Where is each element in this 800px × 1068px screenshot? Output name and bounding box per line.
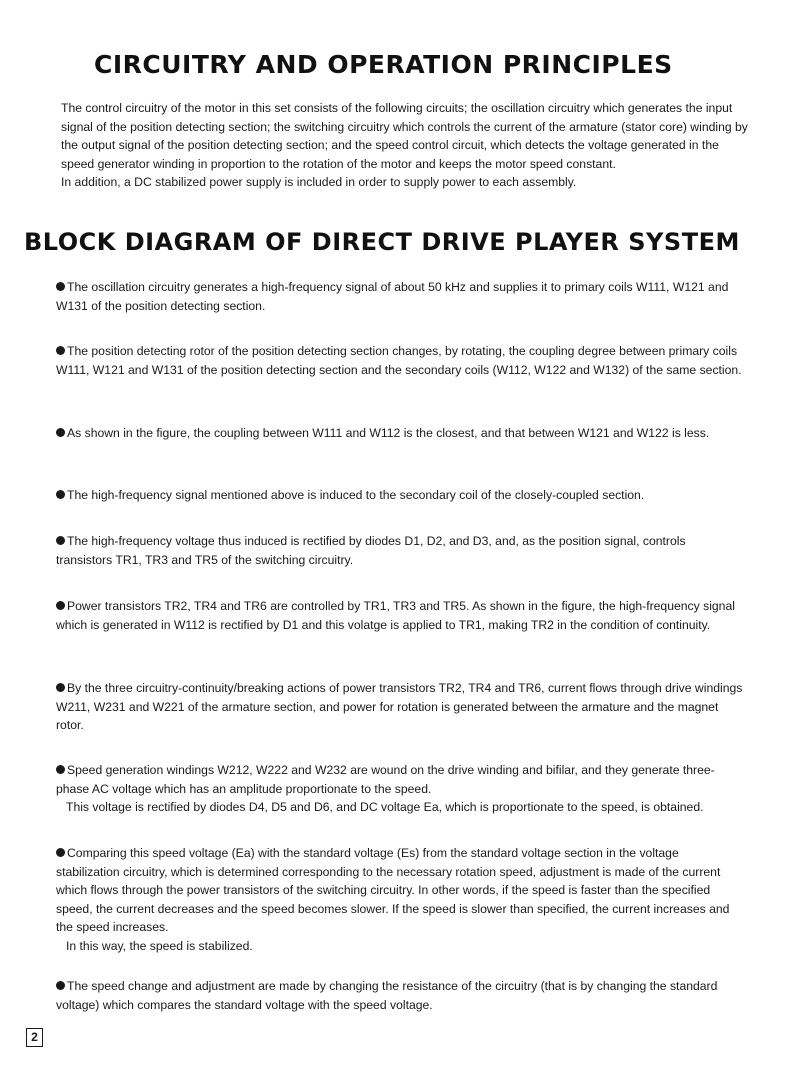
- bullet-dot-icon: [56, 765, 65, 774]
- bullet-dot-icon: [56, 490, 65, 499]
- heading-block-diagram: BLOCK DIAGRAM OF DIRECT DRIVE PLAYER SYSTEM: [24, 228, 740, 256]
- intro-paragraph-1: The control circuitry of the motor in this set consists of the following circuits; the oscillation circuitry which generates the input signal of the position detecting section; the switching circuitry which controls the current of the armature (stator core) winding by the output signal of the position detecting section; and the speed control circuit, which detects the voltage generated in the speed generator winding in proportion to the rotation of the motor and keeps the motor speed constant.: [61, 101, 748, 171]
- bullet-item-rectified-voltage: [56, 532, 744, 569]
- bullet-text: The position detecting rotor of the position detecting section changes, by rotating, the coupling degree between primary coils W111, W121 and W131 of the position detecting section and the secondary coils (W112, W122 and W132) of the same section.: [56, 344, 742, 377]
- intro-section: [61, 99, 751, 192]
- bullet-dot-icon: [56, 346, 65, 355]
- bullet-dot-icon: [56, 282, 65, 291]
- bullet-text: The high-frequency voltage thus induced is rectified by diodes D1, D2, and D3, and, as the position signal, controls transistors TR1, TR3 and TR5 of the switching circuitry.: [56, 534, 686, 567]
- heading-circuitry-principles: CIRCUITRY AND OPERATION PRINCIPLES: [94, 50, 673, 79]
- bullet-dot-icon: [56, 981, 65, 990]
- bullet-dot-icon: [56, 536, 65, 545]
- bullet-item-coupling: [56, 424, 744, 443]
- bullet-text: Speed generation windings W212, W222 and W232 are wound on the drive winding and bifilar, and they generate three-phase AC voltage which has an amplitude proportionate to the speed.: [56, 763, 715, 796]
- bullet-dot-icon: [56, 683, 65, 692]
- bullet-item-speed-generation: [56, 761, 744, 817]
- bullet-item-drive-windings: [56, 679, 744, 735]
- bullet-text: Power transistors TR2, TR4 and TR6 are controlled by TR1, TR3 and TR5. As shown in the figure, the high-frequency signal which is generated in W112 is rectified by D1 and this volatge is applied to TR1, making TR2 in the condition of continuity.: [56, 599, 735, 632]
- bullet-item-speed-change: [56, 977, 744, 1014]
- bullet-extra-text: This voltage is rectified by diodes D4, D5 and D6, and DC voltage Ea, which is proportionate to the speed, is obtained.: [66, 800, 704, 815]
- bullet-item-oscillation: [56, 278, 744, 315]
- intro-paragraph-2: In addition, a DC stabilized power supply is included in order to supply power to each assembly.: [61, 175, 577, 190]
- bullet-item-position-rotor: [56, 342, 744, 379]
- bullet-text: The speed change and adjustment are made by changing the resistance of the circuitry (that is by changing the standard voltage) which compares the standard voltage with the speed voltage.: [56, 979, 718, 1012]
- bullet-item-speed-comparison: [56, 844, 744, 956]
- bullet-text: The oscillation circuitry generates a high-frequency signal of about 50 kHz and supplies it to primary coils W111, W121 and W131 of the position detecting section.: [56, 280, 729, 313]
- bullet-extra-text: In this way, the speed is stabilized.: [66, 938, 253, 953]
- bullet-dot-icon: [56, 848, 65, 857]
- bullet-text: As shown in the figure, the coupling between W111 and W112 is the closest, and that between W121 and W122 is less.: [67, 426, 710, 440]
- bullet-dot-icon: [56, 601, 65, 610]
- bullet-text: Comparing this speed voltage (Ea) with the standard voltage (Es) from the standard voltage section in the voltage stabilization circuitry, which is determined corresponding to the necessary rotation speed, adjustment is made of the current which flows through the power transistors of the switching circuitry. In other words, if the speed is faster than the specified speed, the current decreases and the speed becomes slower. If the speed is slower than specified, the current increases and the speed increases.: [56, 846, 730, 935]
- bullet-item-induced-signal: [56, 486, 744, 505]
- bullet-text: By the three circuitry-continuity/breaking actions of power transistors TR2, TR4 and TR6, current flows through drive windings W211, W231 and W221 of the armature section, and power for rotation is generated between the armature and the magnet rotor.: [56, 681, 743, 733]
- page-number: 2: [26, 1028, 43, 1047]
- bullet-dot-icon: [56, 428, 65, 437]
- bullet-text: The high-frequency signal mentioned above is induced to the secondary coil of the closely-coupled section.: [67, 488, 645, 502]
- bullet-item-power-transistors: [56, 597, 744, 634]
